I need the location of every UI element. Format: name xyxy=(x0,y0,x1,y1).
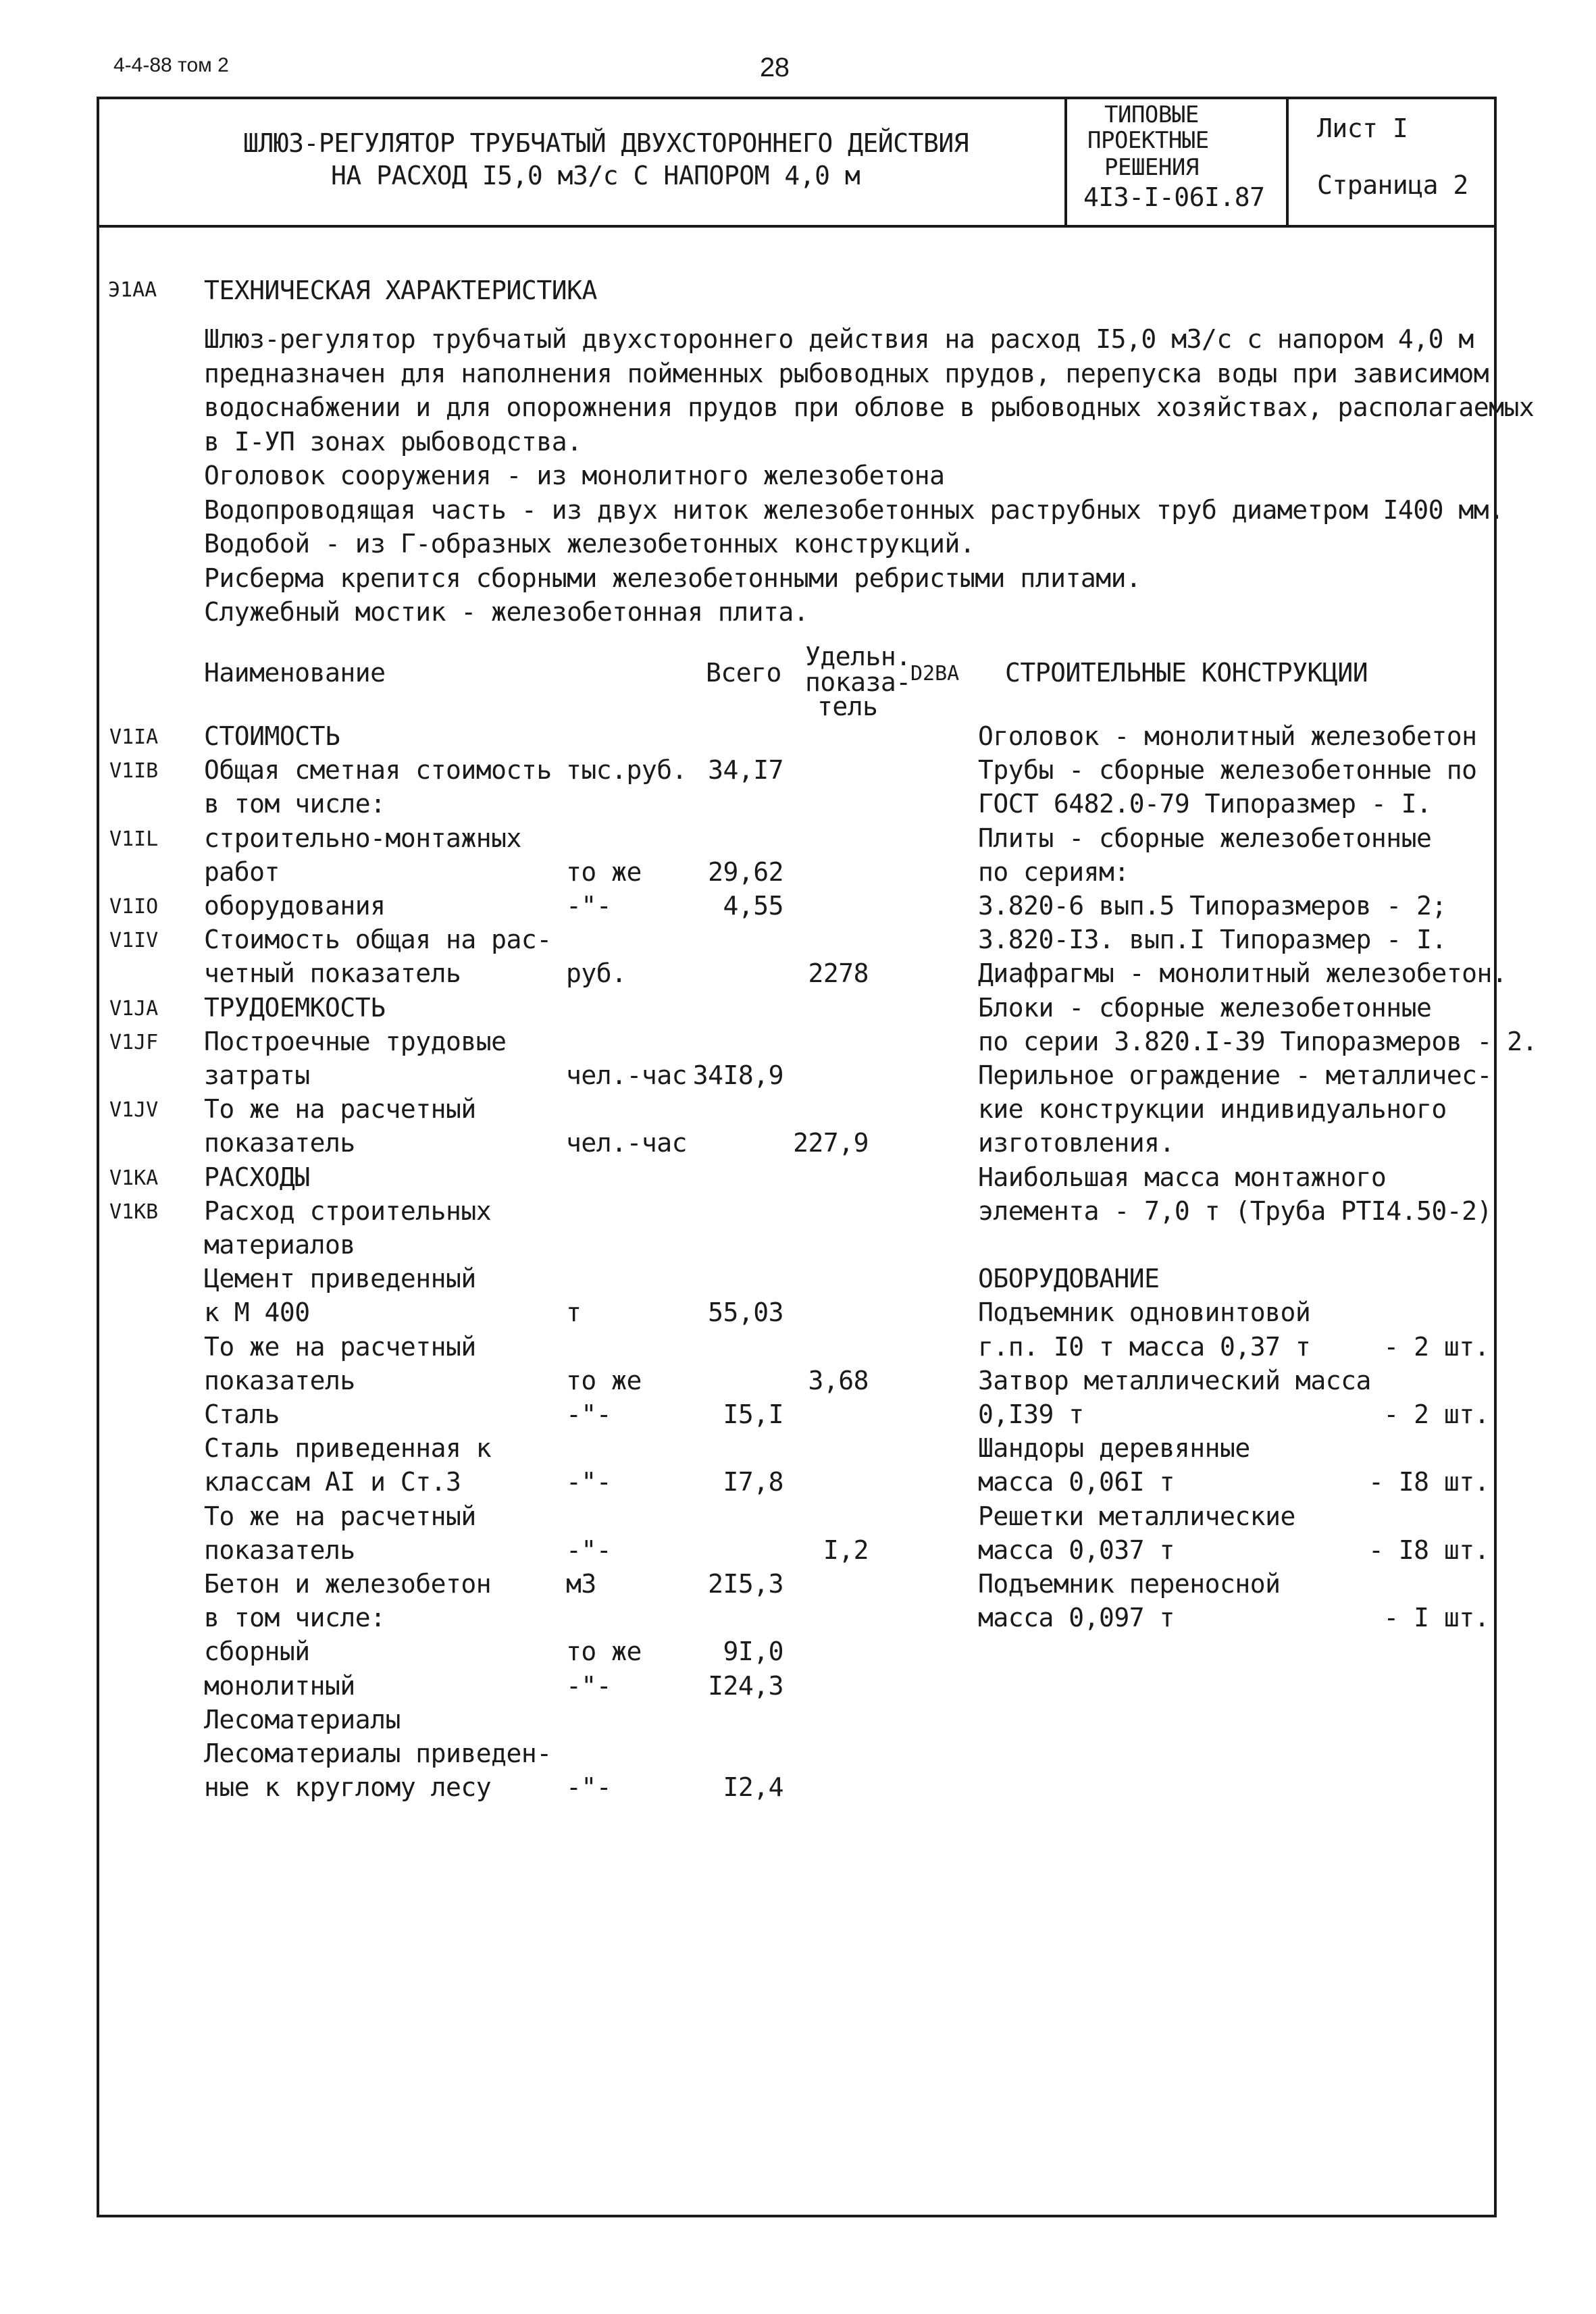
row-unit: т xyxy=(566,1297,582,1328)
row-specific: 227,9 xyxy=(793,1128,869,1158)
row-code: V1IB xyxy=(109,759,159,783)
row-name: ные к круглому лесу xyxy=(204,1772,492,1803)
col-header-specific-3: тель xyxy=(817,692,878,721)
construction-line: масса 0,06I т xyxy=(978,1467,1175,1497)
construction-line: масса 0,037 т xyxy=(978,1535,1175,1565)
construction-line: 3.820-I3. вып.I Типоразмер - I. xyxy=(978,925,1447,955)
row-name: показатель xyxy=(204,1535,355,1565)
title-block-separator-1 xyxy=(1064,97,1067,226)
stamp-page: Страница 2 xyxy=(1317,170,1468,200)
row-unit: -"- xyxy=(566,1535,612,1565)
quantity: - I шт. xyxy=(1383,1603,1489,1633)
row-total: I7,8 xyxy=(723,1467,783,1497)
row-total: 55,03 xyxy=(708,1297,783,1328)
row-name: ТРУДОЕМКОСТЬ xyxy=(204,992,386,1023)
row-name: То же на расчетный xyxy=(204,1094,476,1125)
row-name: сборный xyxy=(204,1637,310,1667)
construction-line: Трубы - сборные железобетонные по xyxy=(978,755,1477,786)
row-unit: -"- xyxy=(566,1467,612,1497)
row-name: Общая сметная стоимость xyxy=(204,755,552,786)
row-name: Построечные трудовые xyxy=(204,1026,507,1056)
row-unit: то же xyxy=(566,1637,642,1667)
stamp-code: 4I3-I-06I.87 xyxy=(1083,182,1265,212)
row-name: Сталь приведенная к xyxy=(204,1433,492,1464)
row-unit: то же xyxy=(566,1365,642,1395)
row-name: монолитный xyxy=(204,1670,355,1701)
col-header-total: Всего xyxy=(706,658,781,688)
row-name: к М 400 xyxy=(204,1297,310,1328)
row-name: Сталь xyxy=(204,1399,280,1429)
row-name: показатель xyxy=(204,1128,355,1158)
row-code: V1IL xyxy=(109,827,159,851)
row-unit: м3 xyxy=(566,1569,596,1599)
row-name: показатель xyxy=(204,1365,355,1395)
row-name: То же на расчетный xyxy=(204,1331,476,1362)
row-total: 9I,0 xyxy=(723,1637,783,1667)
row-name: Лесоматериалы xyxy=(204,1704,401,1734)
row-code: V1IV xyxy=(109,929,159,953)
stamp-title-line1: ШЛЮЗ-РЕГУЛЯТОР ТРУБЧАТЫЙ ДВУХСТОРОННЕГО ДЕЙСТВИЯ xyxy=(243,128,969,158)
row-unit: -"- xyxy=(566,1399,612,1429)
construction-line: Оголовок - монолитный железобетон xyxy=(978,721,1477,751)
row-specific: 2278 xyxy=(808,958,869,989)
construction-line: ГОСТ 6482.0-79 Типоразмер - I. xyxy=(978,789,1432,819)
construction-line: Подъемник одновинтовой xyxy=(978,1297,1311,1328)
row-specific: I,2 xyxy=(823,1535,869,1565)
quantity: - I8 шт. xyxy=(1368,1467,1489,1497)
row-code: V1JA xyxy=(109,996,159,1021)
col-header-specific-1: Удельн. xyxy=(805,642,911,671)
row-name: материалов xyxy=(204,1230,355,1260)
row-name: затраты xyxy=(204,1060,310,1090)
row-unit: руб. xyxy=(566,958,627,989)
row-name: работ xyxy=(204,856,280,887)
construction-line: Затвор металлический масса xyxy=(978,1365,1371,1395)
row-name: Расход строительных xyxy=(204,1195,492,1226)
construction-line: Подъемник переносной xyxy=(978,1569,1281,1599)
row-total: 2I5,3 xyxy=(708,1569,783,1599)
row-name: СТОИМОСТЬ xyxy=(204,721,340,751)
construction-line: 0,I39 т xyxy=(978,1399,1084,1429)
quantity: - I8 шт. xyxy=(1368,1535,1489,1565)
row-name: классам АI и Ст.3 xyxy=(204,1467,461,1497)
construction-line: по серии 3.820.I-39 Типоразмеров - 2. xyxy=(978,1026,1537,1056)
row-code: V1JV xyxy=(109,1098,159,1123)
row-total: 4,55 xyxy=(723,891,783,921)
construction-line: кие конструкции индивидуального xyxy=(978,1094,1447,1125)
row-name: Стоимость общая на рас- xyxy=(204,925,552,955)
row-unit: то же xyxy=(566,856,642,887)
row-unit: -"- xyxy=(566,1670,612,1701)
construction-line: Наибольшая масса монтажного xyxy=(978,1162,1387,1192)
row-total: 34,I7 xyxy=(708,755,783,786)
construction-line: Блоки - сборные железобетонные xyxy=(978,992,1432,1023)
description-line: Водопроводящая часть - из двух ниток железобетонных раструбных труб диаметром I400 мм. xyxy=(204,494,1504,525)
description-line: в I-УП зонах рыбоводства. xyxy=(204,426,582,457)
quantity: - 2 шт. xyxy=(1383,1331,1489,1362)
section-code: Э1АА xyxy=(108,278,157,302)
construction-line: элемента - 7,0 т (Труба РТI4.50-2) xyxy=(978,1195,1492,1226)
description-line: водоснабжении и для опорожнения прудов при облове в рыбоводных хозяйствах, располагаемых xyxy=(204,392,1535,422)
stamp-sheet: Лист I xyxy=(1317,113,1408,143)
row-total: 29,62 xyxy=(708,856,783,887)
right-section-code: D2BA xyxy=(910,662,960,686)
row-name: в том числе: xyxy=(204,1603,386,1633)
row-code: V1KA xyxy=(109,1166,159,1190)
row-name: То же на расчетный xyxy=(204,1501,476,1531)
construction-line: масса 0,097 т xyxy=(978,1603,1175,1633)
row-unit: -"- xyxy=(566,891,612,921)
description-line: Рисберма крепится сборными железобетонными ребристыми плитами. xyxy=(204,563,1141,593)
row-total: 34I8,9 xyxy=(692,1060,783,1090)
row-code: V1JF xyxy=(109,1030,159,1054)
row-total: I5,I xyxy=(723,1399,783,1429)
construction-line: Перильное ограждение - металличес- xyxy=(978,1060,1492,1090)
row-code: V1IO xyxy=(109,895,159,919)
row-name: строительно-монтажных xyxy=(204,823,521,853)
construction-line: ОБОРУДОВАНИЕ xyxy=(978,1264,1160,1294)
stamp-box-line2: ПРОЕКТНЫЕ xyxy=(1087,127,1209,154)
row-code: V1KB xyxy=(109,1200,159,1224)
right-section-title: СТРОИТЕЛЬНЫЕ КОНСТРУКЦИИ xyxy=(1005,658,1368,688)
row-unit: чел.-час xyxy=(566,1128,688,1158)
series-label: 4-4-88 том 2 xyxy=(113,54,229,76)
description-line: Оголовок сооружения - из монолитного железобетона xyxy=(204,461,945,490)
description-line: Водобой - из Г-образных железобетонных конструкций. xyxy=(204,529,975,559)
col-header-name: Наименование xyxy=(204,658,386,688)
row-specific: 3,68 xyxy=(808,1365,869,1395)
row-name: Цемент приведенный xyxy=(204,1264,476,1294)
construction-line: 3.820-6 вып.5 Типоразмеров - 2; xyxy=(978,891,1447,921)
row-total: I2,4 xyxy=(723,1772,783,1803)
construction-line: Решетки металлические xyxy=(978,1501,1295,1531)
row-name: Бетон и железобетон xyxy=(204,1569,492,1599)
quantity: - 2 шт. xyxy=(1383,1399,1489,1429)
title-block-separator-2 xyxy=(1286,97,1289,226)
row-name: Лесоматериалы приведен- xyxy=(204,1739,552,1768)
construction-line: Диафрагмы - монолитный железобетон. xyxy=(978,958,1508,989)
row-unit: тыс.руб. xyxy=(566,755,688,786)
page-number: 28 xyxy=(760,53,790,82)
row-code: V1IA xyxy=(109,725,159,749)
construction-line: изготовления. xyxy=(978,1128,1175,1158)
stamp-title-line2: НА РАСХОД I5,0 м3/с С НАПОРОМ 4,0 м xyxy=(331,161,860,190)
row-total: I24,3 xyxy=(708,1670,783,1701)
description-line: предназначен для наполнения пойменных рыбоводных прудов, перепуска воды при зависимом xyxy=(204,358,1489,388)
section-title: ТЕХНИЧЕСКАЯ ХАРАКТЕРИСТИКА xyxy=(204,276,597,305)
construction-line: Шандоры деревянные xyxy=(978,1433,1250,1464)
construction-line: Плиты - сборные железобетонные xyxy=(978,823,1432,853)
row-name: в том числе: xyxy=(204,789,386,819)
row-name: РАСХОДЫ xyxy=(204,1162,310,1192)
stamp-box-line1: ТИПОВЫЕ xyxy=(1104,101,1199,128)
stamp-box-line3: РЕШЕНИЯ xyxy=(1104,154,1199,181)
construction-line: г.п. I0 т масса 0,37 т xyxy=(978,1331,1311,1362)
construction-line: по сериям: xyxy=(978,856,1129,887)
row-unit: чел.-час xyxy=(566,1060,688,1090)
description-line: Шлюз-регулятор трубчатый двухстороннего действия на расход I5,0 м3/с с напором 4,0 м xyxy=(204,324,1474,354)
col-header-specific-2: показа- xyxy=(805,667,911,697)
row-name: оборудования xyxy=(204,891,386,921)
row-name: четный показатель xyxy=(204,958,461,989)
description-line: Служебный мостик - железобетонная плита. xyxy=(204,597,809,627)
row-unit: -"- xyxy=(566,1772,612,1803)
